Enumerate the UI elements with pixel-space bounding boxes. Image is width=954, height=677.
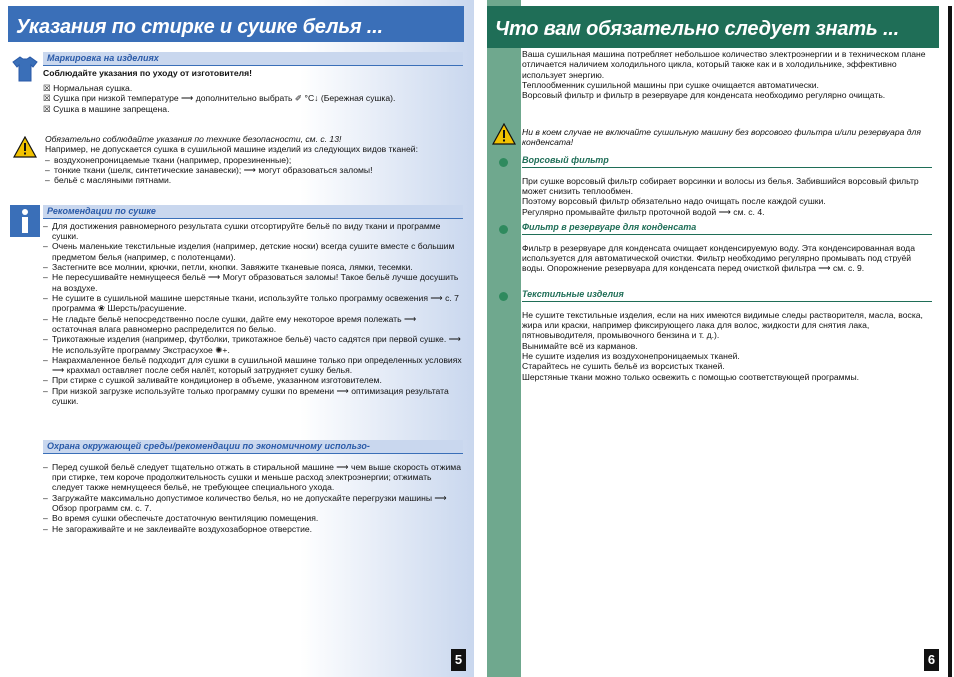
paragraph: Старайтесь не сушить бельё из ворсистых тканей. (522, 361, 725, 372)
right-page-title: Что вам обязательно следует знать ... (495, 18, 900, 40)
labeling-line: ☒ Нормальная сушка. (43, 83, 133, 94)
safety-italic: Обязательно соблюдайте указания по технике безопасности, см. с. 13! (45, 134, 342, 144)
shirt-icon (10, 54, 40, 84)
warning-icon (491, 121, 517, 147)
list-item: – Для достижения равномерного результата сушки отсортируйте бельё по виду ткани и программе сушки. (43, 221, 463, 242)
list-item: – воздухонепроницаемые ткани (например, прорезиненные); (45, 155, 463, 165)
labeling-line: ☒ Сушка при низкой температуре ⟶ дополнительно выбрать ✐ °C↓ (Бережная сушка). (43, 93, 396, 104)
paragraph: Регулярно промывайте фильтр проточной водой ⟶ см. с. 4. (522, 206, 765, 217)
paragraph: Поэтому ворсовый фильтр обязательно надо очищать после каждой сушки. (522, 196, 826, 207)
warning-text: Ни в коем случае не включайте сушильную машину без ворсового фильтра и/или резервуара для конденсата! (522, 127, 921, 148)
textiles-section (522, 288, 932, 382)
intro-paragraph: Ваша сушильная машина потребляет небольшое количество электроэнергии и в техническом плане отличается наличием холодильного цикла, который также как и в холодильнике, эффективно использует энергию. (522, 49, 926, 80)
labeling-line: ☒ Сушка в машине запрещена. (43, 103, 170, 114)
list-item: – Не гладьте бельё непосредственно после сушки, дайте ему некоторое время полежать ⟶ остаточная влага равномерно распределится по белью. (43, 314, 463, 335)
bullet-dot-icon (499, 158, 508, 167)
recommendations-heading: Рекомендации по сушке (43, 205, 463, 219)
paragraph: Не сушите текстильные изделия, если на них имеются видимые следы растворителя, масла, воска, жира или краски, например фиксирующего лака для волос, жидкости для снятия лака, пятновыводителя, промывочного бензина и т. д.). (522, 309, 923, 341)
paragraph: Вынимайте всё из карманов. (522, 340, 638, 351)
list-item: – Накрахмаленное бельё подходит для сушки в сушильной машине только при определенных условиях ⟶ крахмал оставляет после себя налёт, который затрудняет сушку белья. (43, 355, 463, 376)
list-item: – Очень маленькие текстильные изделия (например, детские носки) всегда сушите вместе с большим предметом белья (например, с полотенцами). (43, 241, 463, 262)
list-item: – При стирке с сушкой заливайте кондиционер в объеме, указанном изготовителем. (43, 375, 463, 385)
list-item: – Не сушите в сушильной машине шерстяные ткани, используйте только программу освежения ⟶ с. 7 программа ❀ Шерсть/расушение. (43, 293, 463, 314)
intro-section (522, 49, 932, 101)
labeling-intro: Соблюдайте указания по уходу от изготовителя! (43, 67, 252, 78)
left-page-title: Указания по стирке и сушке белья ... (16, 16, 383, 38)
list-item: – При низкой загрузке используйте только программу сушки по времени ⟶ оптимизация результата сушки. (43, 386, 463, 407)
condensate-filter-section (522, 221, 932, 274)
safety-section (45, 134, 463, 186)
list-item: – Застегните все молнии, крючки, петли, кнопки. Завяжите тканевые пояса, лямки, тесемки. (43, 262, 463, 272)
list-item: – тонкие ткани (шелк, синтетические занавески); ⟶ могут образоваться заломы! (45, 165, 463, 175)
warning-icon (12, 134, 38, 160)
info-icon (10, 205, 40, 237)
lint-filter-heading: Ворсовый фильтр (522, 154, 932, 168)
left-page (0, 0, 474, 677)
recommendations-section (43, 205, 463, 406)
list-item: – Во время сушки обеспечьте достаточную вентиляцию помещения. (43, 513, 463, 523)
page-gutter (474, 0, 487, 677)
list-item: – бельё с масляными пятнами. (45, 175, 463, 185)
paragraph: Не сушите изделия из воздухонепроницаемых тканей. (522, 351, 740, 362)
list-item: – Загружайте максимально допустимое количество белья, но не допускайте перегрузки машины ⟶ Обзор программ см. с. 7. (43, 493, 463, 514)
warning-section (522, 127, 932, 148)
left-page-header (8, 6, 464, 42)
list-item: – Перед сушкой бельё следует тщательно отжать в стиральной машине ⟶ чем выше скорость отжима при стирке, тем короче продолжительность сушки и меньше расход электроэнергии; отжимать следует также немнущееся бельё, не требующее специального ухода. (43, 462, 463, 493)
list-item: – Трикотажные изделия (например, футболки, трикотажное бельё) часто садятся при первой сушке. ⟶ Не используйте программу Экстрасухое ✺+. (43, 334, 463, 355)
safety-text: Например, не допускается сушка в сушильной машине изделий из следующих видов тканей: (45, 144, 418, 155)
paragraph: Фильтр в резервуаре для конденсата очищает конденсируемую воду. Эта конденсированная вода используется для автоматической очистки. Фильтр необходимо регулярно промывать под струёй воды. Опорожнение резервуара для конденсата перед очисткой фильтра ⟶ см. с. 9. (522, 242, 915, 274)
list-item: – Не пересушивайте немнущееся бельё ⟶ Могут образоваться заломы! Такое бельё лучше досушить на воздухе. (43, 272, 463, 293)
intro-paragraph: Теплообменник сушильной машины при сушке очищается автоматически. (522, 79, 819, 90)
lint-filter-section (522, 154, 932, 217)
paragraph: При сушке ворсовый фильтр собирает ворсинки и волосы из белья. Забившийся ворсовый фильтр может снизить теплообмен. (522, 175, 919, 197)
right-edge-line (948, 6, 952, 677)
paragraph: Шерстяные ткани можно только освежить с помощью соответствующей программы. (522, 371, 860, 382)
page-number: 5 (451, 649, 466, 671)
environment-heading: Охрана окружающей среды/рекомендации по экономичному использо- (43, 440, 463, 454)
environment-section (43, 440, 463, 534)
textiles-heading: Текстильные изделия (522, 288, 932, 302)
condensate-filter-heading: Фильтр в резервуаре для конденсата (522, 221, 932, 235)
page-number: 6 (924, 649, 939, 671)
labeling-heading: Маркировка на изделиях (43, 52, 463, 66)
intro-paragraph: Ворсовый фильтр и фильтр в резервуаре для конденсата необходимо регулярно очищать. (522, 90, 886, 101)
bullet-dot-icon (499, 225, 508, 234)
right-margin (487, 0, 521, 677)
right-page (487, 0, 954, 677)
right-page-header (487, 6, 939, 48)
labeling-section (43, 52, 463, 114)
list-item: – Не загораживайте и не заклеивайте воздухозаборное отверстие. (43, 524, 463, 534)
bullet-dot-icon (499, 292, 508, 301)
